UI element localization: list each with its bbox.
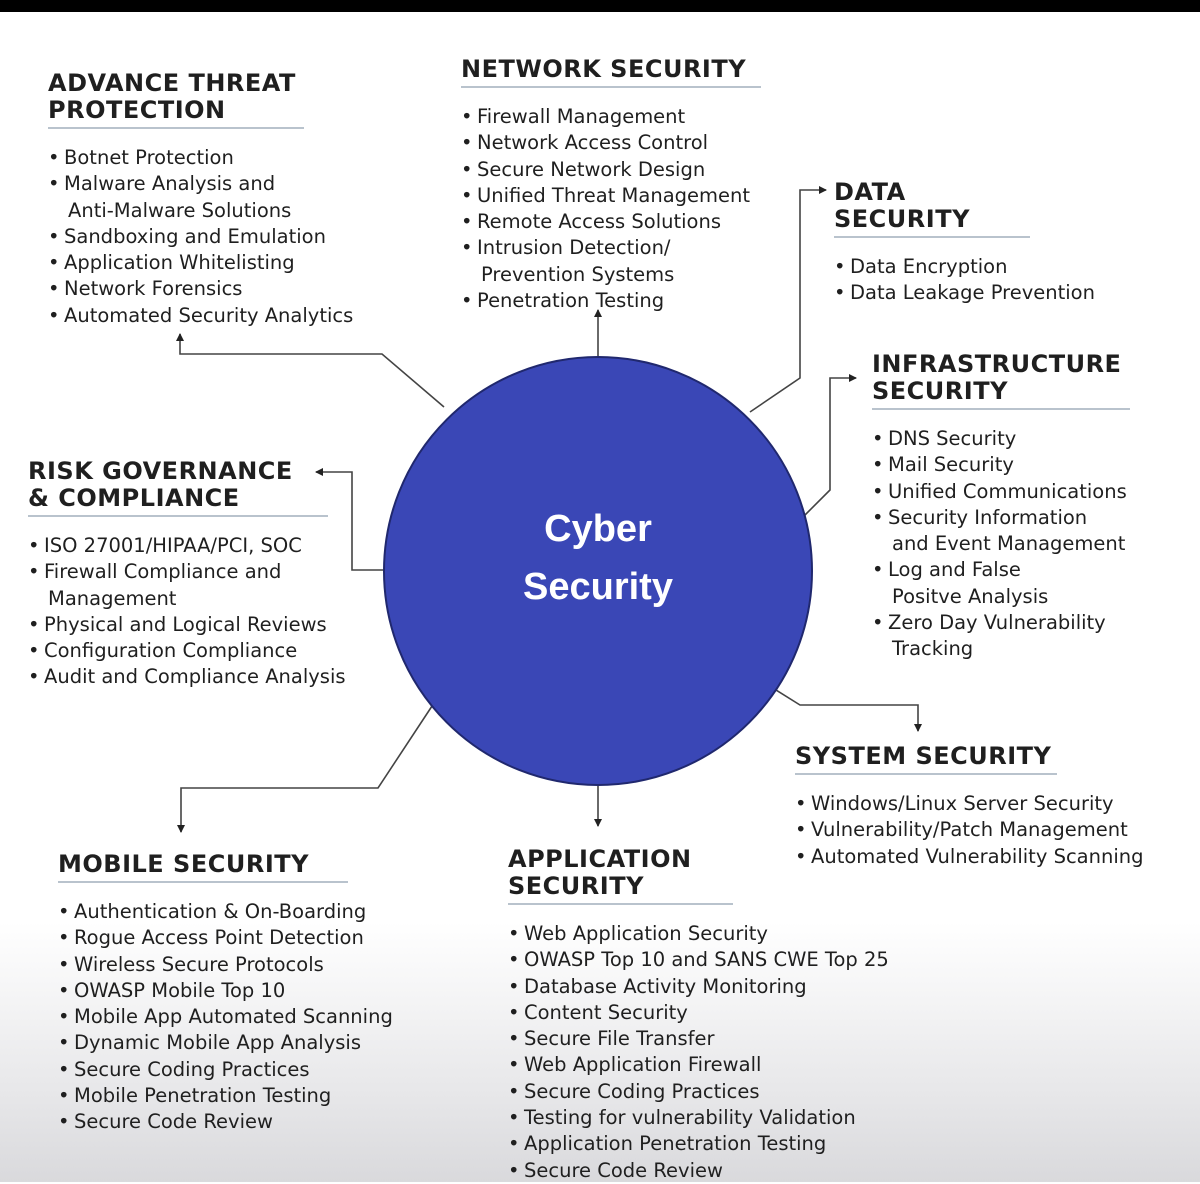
section-infrastructure-security bbox=[872, 351, 1130, 663]
section-divider bbox=[508, 903, 733, 905]
list-item bbox=[795, 844, 1144, 870]
list-item bbox=[461, 157, 761, 183]
list-item-text: • Firewall Compliance and bbox=[44, 560, 282, 584]
list-item bbox=[28, 533, 328, 559]
list-item bbox=[58, 1057, 348, 1083]
section-title-line: PROTECTION bbox=[48, 96, 226, 124]
section-list bbox=[508, 921, 889, 1184]
section-divider bbox=[28, 515, 328, 517]
list-item bbox=[795, 817, 1128, 843]
list-item-text: • Vulnerability/Patch Management bbox=[811, 818, 1128, 842]
list-item-text: • Unified Communications bbox=[888, 479, 1127, 503]
list-item bbox=[508, 947, 889, 973]
section-divider bbox=[795, 773, 1057, 775]
list-item-text: • Secure Code Review bbox=[74, 1110, 273, 1134]
list-item-text: • Sandboxing and Emulation bbox=[64, 224, 326, 248]
list-item-text: • Authentication & On-Boarding bbox=[74, 900, 367, 923]
list-item-text: • Data Encryption bbox=[850, 255, 1008, 278]
list-item bbox=[48, 145, 304, 171]
list-item-text: Tracking bbox=[892, 637, 974, 661]
list-item bbox=[872, 610, 1130, 663]
list-item-text: • Botnet Protection bbox=[64, 146, 234, 169]
section-list bbox=[28, 533, 346, 691]
section-title-line: SECURITY bbox=[872, 377, 1008, 405]
section-title bbox=[834, 179, 1030, 233]
list-item bbox=[834, 280, 1095, 306]
list-item-text: • Log and False bbox=[888, 558, 1021, 582]
section-title-line: DATA SECURITY bbox=[834, 178, 970, 233]
section-divider bbox=[872, 408, 1130, 410]
list-item-text: • Penetration Testing bbox=[477, 289, 665, 313]
list-item-text: • OWASP Top 10 and SANS CWE Top 25 bbox=[524, 948, 889, 972]
section-title bbox=[461, 56, 761, 83]
section-title-line: RISK GOVERNANCE bbox=[28, 457, 293, 485]
section-network-security bbox=[461, 56, 761, 314]
list-item bbox=[58, 1083, 348, 1109]
section-title bbox=[795, 743, 1057, 770]
list-item bbox=[508, 1105, 856, 1131]
section-title bbox=[508, 846, 733, 900]
section-mobile-security bbox=[58, 850, 393, 1136]
list-item-text: • Automated Security Analytics bbox=[64, 303, 354, 327]
list-item bbox=[872, 452, 1130, 478]
list-item-text: Anti-Malware Solutions bbox=[68, 198, 292, 222]
list-item-text: • Wireless Secure Protocols bbox=[74, 952, 324, 976]
list-item bbox=[48, 171, 304, 224]
list-item bbox=[508, 1026, 733, 1052]
list-item bbox=[872, 505, 1130, 558]
list-item bbox=[48, 250, 304, 276]
section-list bbox=[461, 104, 761, 314]
list-item bbox=[461, 104, 761, 130]
section-title-line: MOBILE SECURITY bbox=[58, 850, 309, 878]
list-item bbox=[58, 1030, 361, 1056]
section-title bbox=[48, 70, 304, 124]
list-item bbox=[58, 978, 348, 1004]
list-item bbox=[58, 925, 364, 951]
list-item bbox=[58, 952, 348, 978]
list-item-text: • DNS Security bbox=[888, 427, 1017, 450]
list-item-text: • Secure Coding Practices bbox=[524, 1079, 760, 1103]
list-item bbox=[461, 209, 761, 235]
list-item-text: • Web Application Security bbox=[524, 922, 768, 945]
section-title-line: INFRASTRUCTURE bbox=[872, 350, 1122, 378]
connector-advance-threat bbox=[180, 334, 444, 407]
section-data-security bbox=[834, 178, 1095, 307]
list-item bbox=[48, 224, 326, 250]
list-item bbox=[58, 1004, 393, 1030]
list-item bbox=[461, 235, 761, 288]
section-divider bbox=[461, 86, 761, 88]
list-item-text: • Database Activity Monitoring bbox=[524, 974, 807, 998]
list-item bbox=[872, 479, 1130, 505]
list-item bbox=[28, 664, 346, 690]
list-item-text: • Malware Analysis and bbox=[64, 172, 276, 196]
list-item-text: • Firewall Management bbox=[477, 105, 686, 128]
section-title-line: & COMPLIANCE bbox=[28, 484, 240, 512]
list-item-text: and Event Management bbox=[892, 532, 1126, 556]
list-item bbox=[28, 559, 328, 612]
list-item-text: • Network Access Control bbox=[477, 131, 709, 155]
list-item bbox=[461, 183, 761, 209]
list-item bbox=[508, 1158, 733, 1184]
section-divider bbox=[58, 881, 348, 883]
list-item bbox=[28, 612, 328, 638]
section-list bbox=[872, 426, 1130, 663]
section-risk-governance-compliance bbox=[28, 457, 346, 691]
list-item-text: • Mobile App Automated Scanning bbox=[74, 1005, 393, 1029]
list-item-text: • Dynamic Mobile App Analysis bbox=[74, 1031, 361, 1055]
section-title bbox=[872, 351, 1130, 405]
list-item-text: • Automated Vulnerability Scanning bbox=[811, 844, 1144, 868]
list-item-text: • Web Application Firewall bbox=[524, 1053, 762, 1077]
center-label-line2: Security bbox=[523, 566, 673, 608]
section-title-line: ADVANCE THREAT bbox=[48, 69, 296, 97]
list-item bbox=[461, 130, 761, 156]
list-item bbox=[58, 899, 367, 925]
section-title-line: APPLICATION bbox=[508, 845, 692, 873]
list-item-text: • Network Forensics bbox=[64, 277, 243, 301]
list-item-text: • Remote Access Solutions bbox=[477, 210, 721, 234]
section-system-security bbox=[795, 742, 1144, 870]
list-item-text: • Mobile Penetration Testing bbox=[74, 1084, 332, 1108]
section-list bbox=[48, 145, 354, 329]
section-title-line: NETWORK SECURITY bbox=[461, 55, 747, 83]
section-title-line: SECURITY bbox=[508, 872, 644, 900]
section-list bbox=[795, 791, 1144, 870]
list-item-text: • Secure File Transfer bbox=[524, 1027, 715, 1051]
list-item-text: • Intrusion Detection/ bbox=[477, 236, 671, 260]
list-item-text: • Content Security bbox=[524, 1000, 688, 1024]
list-item bbox=[508, 974, 807, 1000]
section-divider bbox=[48, 127, 304, 129]
list-item bbox=[508, 1079, 760, 1105]
section-divider bbox=[834, 236, 1030, 238]
list-item-text: • Data Leakage Prevention bbox=[850, 281, 1095, 305]
section-title-line: SYSTEM SECURITY bbox=[795, 742, 1052, 770]
list-item-text: • ISO 27001/HIPAA/PCI, SOC bbox=[44, 534, 302, 557]
list-item bbox=[48, 276, 304, 302]
connector-data bbox=[750, 190, 826, 412]
list-item-text: • Secure Code Review bbox=[524, 1158, 723, 1182]
list-item-text: • Audit and Compliance Analysis bbox=[44, 665, 346, 689]
section-list bbox=[834, 254, 1095, 307]
section-application-security bbox=[508, 845, 889, 1184]
list-item bbox=[48, 303, 354, 329]
list-item bbox=[508, 1052, 762, 1078]
list-item-text: • Testing for vulnerability Validation bbox=[524, 1106, 856, 1130]
list-item bbox=[872, 557, 1130, 610]
section-advance-threat-protection bbox=[48, 69, 354, 329]
list-item bbox=[28, 638, 328, 664]
list-item-text: • Configuration Compliance bbox=[44, 639, 298, 663]
list-item-text: • Zero Day Vulnerability bbox=[888, 611, 1106, 635]
list-item-text: • Mail Security bbox=[888, 453, 1014, 477]
connector-infrastructure bbox=[800, 378, 856, 520]
list-item-text: • OWASP Mobile Top 10 bbox=[74, 978, 286, 1002]
list-item-text: • Rogue Access Point Detection bbox=[74, 926, 364, 950]
list-item-text: • Secure Coding Practices bbox=[74, 1057, 310, 1081]
list-item-text: • Security Information bbox=[888, 505, 1088, 529]
list-item bbox=[795, 791, 1114, 817]
list-item-text: • Secure Network Design bbox=[477, 157, 706, 181]
section-title bbox=[58, 851, 348, 878]
section-list bbox=[58, 899, 393, 1136]
center-label bbox=[383, 500, 813, 616]
center-label-line1: Cyber bbox=[544, 508, 652, 550]
list-item bbox=[834, 254, 1030, 280]
list-item-text: Prevention Systems bbox=[481, 262, 675, 286]
list-item-text: • Application Penetration Testing bbox=[524, 1132, 827, 1156]
list-item bbox=[508, 1131, 827, 1157]
connector-system bbox=[760, 680, 918, 731]
list-item-text: • Application Whitelisting bbox=[64, 251, 295, 275]
list-item bbox=[461, 288, 761, 314]
list-item bbox=[508, 1000, 733, 1026]
list-item bbox=[872, 426, 1130, 452]
list-item-text: Positve Analysis bbox=[892, 584, 1049, 608]
list-item bbox=[508, 921, 768, 947]
connector-mobile bbox=[181, 700, 436, 832]
list-item bbox=[58, 1109, 348, 1135]
list-item-text: • Unified Threat Management bbox=[477, 183, 751, 207]
list-item-text: • Windows/Linux Server Security bbox=[811, 792, 1114, 815]
list-item-text: • Physical and Logical Reviews bbox=[44, 612, 327, 636]
section-title bbox=[28, 458, 328, 512]
list-item-text: Management bbox=[48, 586, 177, 610]
